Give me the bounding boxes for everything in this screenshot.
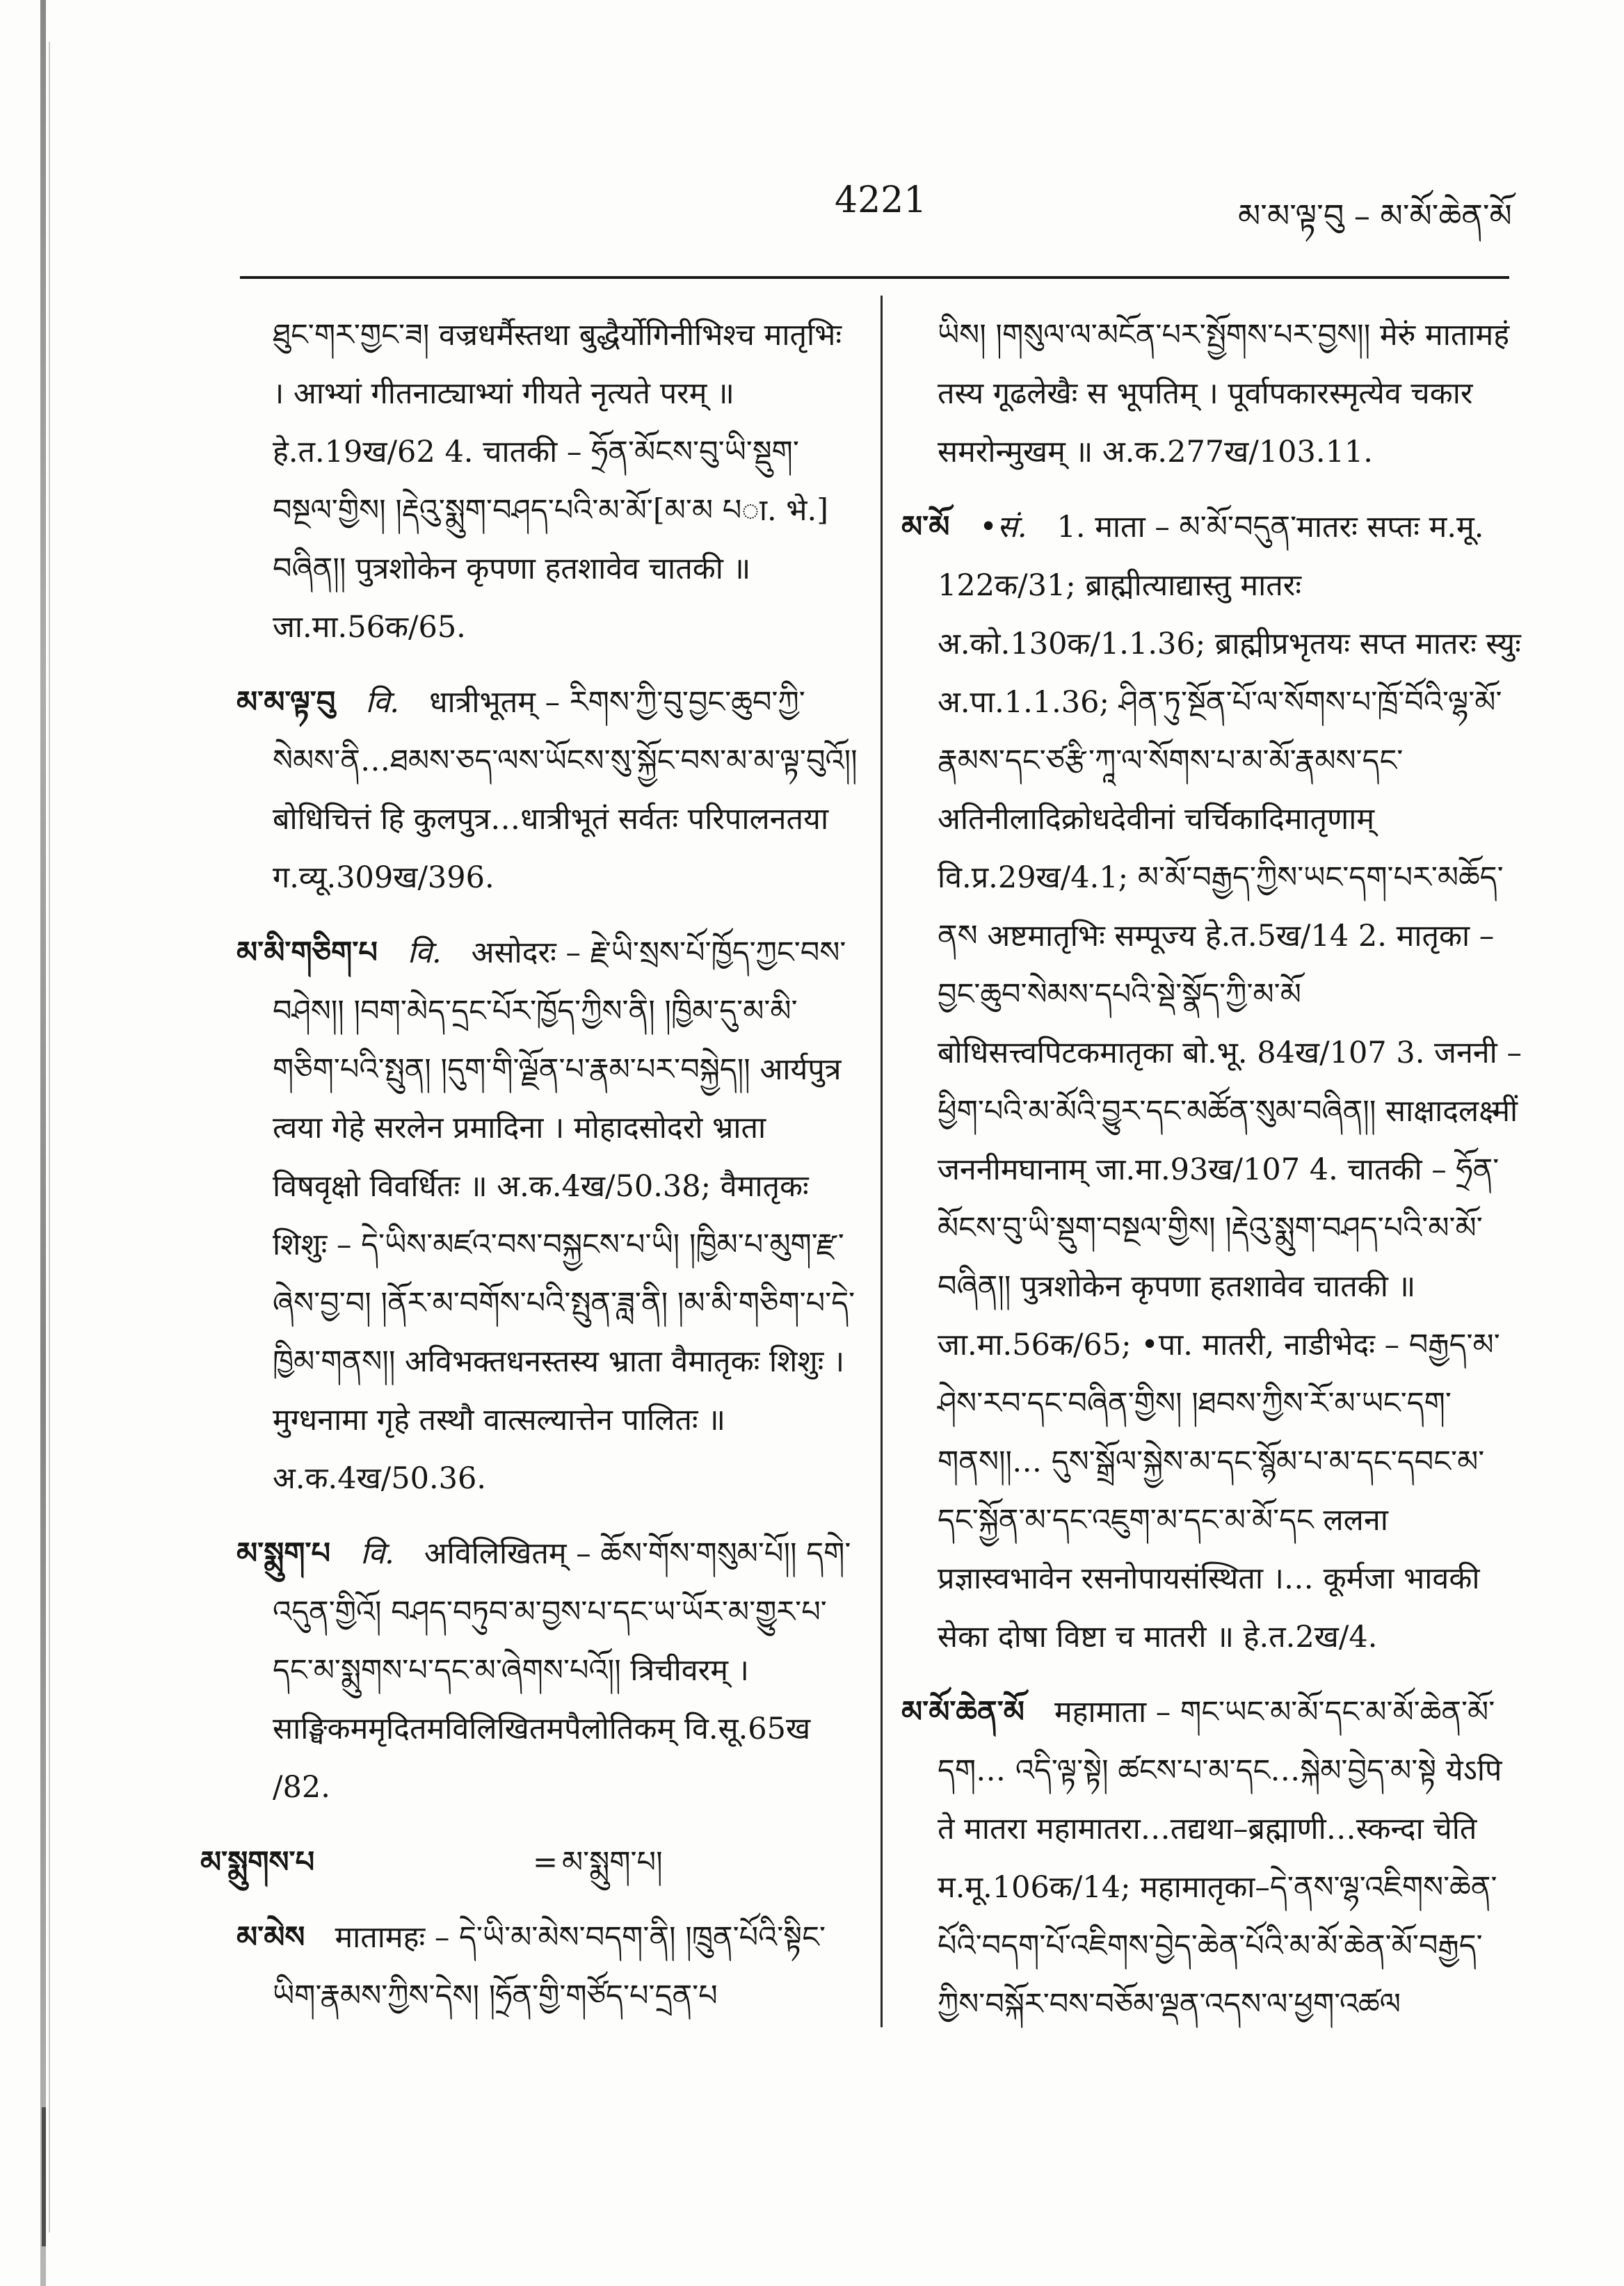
entry-text: असोदरः – རྗེ་ཡི་སྲས་པོ་ཁྱོད་ཀྱང་བས་བཤེས།། །བག་མེད་དྲང་པོར་ཁྱོད་ཀྱིས་ནི། །ཁྱིམ་དུ་མ་མི་གཅིག་པའི་སྤུན། །དུག་གི་ལྗོན་པ་རྣམ་པར་བསྐྱེད།། आर्यपुत्र त्वया गेहे सरलेन प्रमादिना । मोहादसोदरो भ्राता विषवृक्षो विवर्धितः ॥ अ.क.4ख/50.38; वैमातृकः शिशुः – དེ་ཡིས་མཛའ་བས་བསྐྱངས་པ་ཡི། །ཁྱིམ་པ་མུག་རྫ་ཞེས་བྱ་བ། །ནོར་མ་བགོས་པའི་སྤུན་ཟླ་ནི། །མ་མི་གཅིག་པ་དེ་ཁྱིམ་གནས།། अविभक्तधनस्तस्य भ्राता वैमातृकः शिशुः । मुग्धनामा गृहे तस्थौ वात्सल्यात्तेन पालितः ॥ अ.क.4ख/50.36. xyxy=(273,935,855,1496)
entry-continuation: ཐུང་གར་གྱང་ཟ། वज्रधर्मैस्तथा बुद्धैर्योगिनीभिश्च मातृभिः । आभ्यां गीतनाट्याभ्यां गीयते नृत्यते परम् ॥ हे.त.19ख/62 4. चातकी – ཧྲོན་མོངས་བུ་ཡི་སྡུག་བསྔལ་གྱིས། །རྡེའུ་སྨུག་བཤད་པའི་མ་མོ་[མ་མ པा. भे.] བཞིན།། पुत्रशोकेन कृपणा हतशावेव चातकी ॥ जा.मा.56क/65. xyxy=(273,318,842,645)
xref-target: མ་སྨུག་པ། xyxy=(562,1845,663,1880)
headword: མ་སྨུག་པ xyxy=(236,1536,331,1571)
cross-reference xyxy=(200,1833,859,1892)
headword: མ་མི་གཅིག་པ xyxy=(236,935,378,970)
scan-edge-mark xyxy=(42,2107,46,2246)
headword: མ་མོ་ཆེན་མོ xyxy=(901,1695,1024,1730)
part-of-speech: वि. xyxy=(407,935,442,970)
entry-text: अविलिखितम् – ཆོས་གོས་གསུམ་པོ།། དགེ་འདུན་གྱིའོ། བཤད་བཏུབ་མ་བྱས་པ་དང་ཡ་ཡོར་མ་གྱུར་པ་དང་མ་སྨུགས་པ་དང་མ་ཞེགས་པའོ།། त्रिचीवरम् । साङ्घिकममृदितमविलिखितमपैलोतिकम् वि.सू.65ख /82. xyxy=(273,1536,851,1805)
headword: མ་མེས xyxy=(236,1920,305,1955)
dictionary-entry xyxy=(236,1908,859,2025)
dictionary-entry xyxy=(901,498,1524,1666)
page-number: 4221 xyxy=(835,179,927,221)
part-of-speech: वि. xyxy=(365,685,400,720)
header-rule xyxy=(240,276,1509,279)
headword: མ་སྨུགས་པ xyxy=(200,1845,315,1880)
column-divider xyxy=(881,296,883,2027)
scan-binding-line xyxy=(49,42,50,2232)
part-of-speech: वि. xyxy=(360,1536,394,1571)
right-column xyxy=(901,306,1524,2050)
entry-text: महामाता – གང་ཡང་མ་མོ་དང་མ་མོ་ཆེན་མོ་དག… འདི་ལྟ་སྟེ། ཚངས་པ་མ་དང…སྐེམ་བྱེད་མ་སྟེ येऽपि ते मातरा महामातरा…तद्यथा–ब्रह्माणी…स्कन्दा चेति म.मू.106क/14; महामातृका–དེ་ནས་ལྷ་འཇིགས་ཆེན་པོའི་བདག་པོ་འཇིགས་བྱེད་ཆེན་པོའི་མ་མོ་ཆེན་མོ་བརྒྱད་ཀྱིས་བསྐོར་བས་བཅོམ་ལྡན་འདས་ལ་ཕྱག་འཚལ xyxy=(938,1695,1502,2022)
left-column xyxy=(200,306,859,2042)
entry-text: धात्रीभूतम् – རིགས་ཀྱི་བུ་བྱང་ཆུབ་ཀྱི་སེམས་ནི…ཐམས་ཅད་ལས་ཡོངས་སུ་སྐྱོང་བས་མ་མ་ལྟ་བུའོ།། बोधिचित्तं हि कुलपुत्र…धात्रीभूतं सर्वतः परिपालनतया ग.व्यू.309ख/396. xyxy=(273,685,858,895)
part-of-speech: •सं. xyxy=(979,510,1027,545)
entry-continuation: ཡིས། །གསུལ་ལ་མངོན་པར་སྤྱོགས་པར་བྱས།། मेरुं मातामहं तस्य गूढलेखैः स भूपतिम् । पूर्वापकारस्मृत्येव चकार समरोन्मुखम् ॥ अ.क.277ख/103.11. xyxy=(938,318,1510,469)
scan-binding-edge xyxy=(40,0,46,2286)
headword: མ་མོ xyxy=(901,510,950,545)
entry-text: मातामहः – དེ་ཡི་མ་མེས་བདག་ནི། །ཁྲུན་པོའི་སྟིང་ཡིག་རྣམས་ཀྱིས་དེས། །ཧྲོན་གྱི་གཙོད་པ་དྲན་པ xyxy=(273,1920,826,2013)
headword: མ་མ་ལྟ་བུ xyxy=(236,685,336,720)
dictionary-entry xyxy=(236,673,859,907)
dictionary-entry xyxy=(236,1524,859,1817)
dictionary-entry xyxy=(901,1683,1524,2034)
dictionary-entry xyxy=(236,924,859,1508)
equals-sign: = xyxy=(532,1845,558,1880)
running-head: མ་མ་ལྟ་བུ – མ་མོ་ཆེན་མོ xyxy=(1238,197,1512,234)
entry-text: 1. माता – མ་མོ་བདུན་मातरः सप्तः म.मू. 122क/31; ब्राह्मीत्याद्यास्तु मातरः अ.को.130क/1.1.36; ब्राह्मीप्रभृतयः सप्त मातरः स्युः अ.पा.1.1.36; ཤིན་ཏུ་སྔོན་པོ་ལ་སོགས་པ་ཁྲོ་བོའི་ལྷ་མོ་རྣམས་དང་ཙརྩི་ཀཱ་ལ་སོགས་པ་མ་མོ་རྣམས་དང་ अतिनीलादिक्रोधदेवीनां चर्चिकादिमातृणाम् वि.प्र.29ख/4.1; མ་མོ་བརྒྱད་ཀྱིས་ཡང་དག་པར་མཆོད་ནས अष्टमातृभिः सम्पूज्य हे.त.5ख/14 2. मातृका – བྱང་ཆུབ་སེམས་དཔའི་སྡེ་སྣོད་ཀྱི་མ་མོ बोधिसत्त्वपिटकमातृका बो.भू. 84ख/107 3. जननी – ཕྱིག་པའི་མ་མོའི་བྱུར་དང་མཚོན་སུམ་བཞིན།། साक्षादलक्ष्मीं जननीमघानाम् जा.मा.93ख/107 4. चातकी – ཧྲོན་མོངས་བུ་ཡི་སྡུག་བསྔལ་གྱིས། །རྡེའུ་སྨུག་བཤད་པའི་མ་མོ་བཞིན།། पुत्रशोकेन कृपणा हतशावेव चातकी ॥ जा.मा.56क/65; •पा. मातरी, नाडीभेदः – བརྒྱད་མ་ཤེས་རབ་དང་བཞིན་གྱིས། །ཐབས་ཀྱིས་རོ་མ་ཡང་དག་གནས།།… དུས་སྒྲོལ་སྐྱེས་མ་དང་སྙོམ་པ་མ་དང་དབང་མ་དང་སྐྱོན་མ་དང་འཇུག་མ་དང་མ་མོ་དང ललना प्रज्ञास्वभावेन रसनोपायसंस्थिता ।… कूर्मजा भावकी सेका दोषा विष्टा च मातरी ॥ हे.त.2ख/4. xyxy=(938,510,1522,1655)
